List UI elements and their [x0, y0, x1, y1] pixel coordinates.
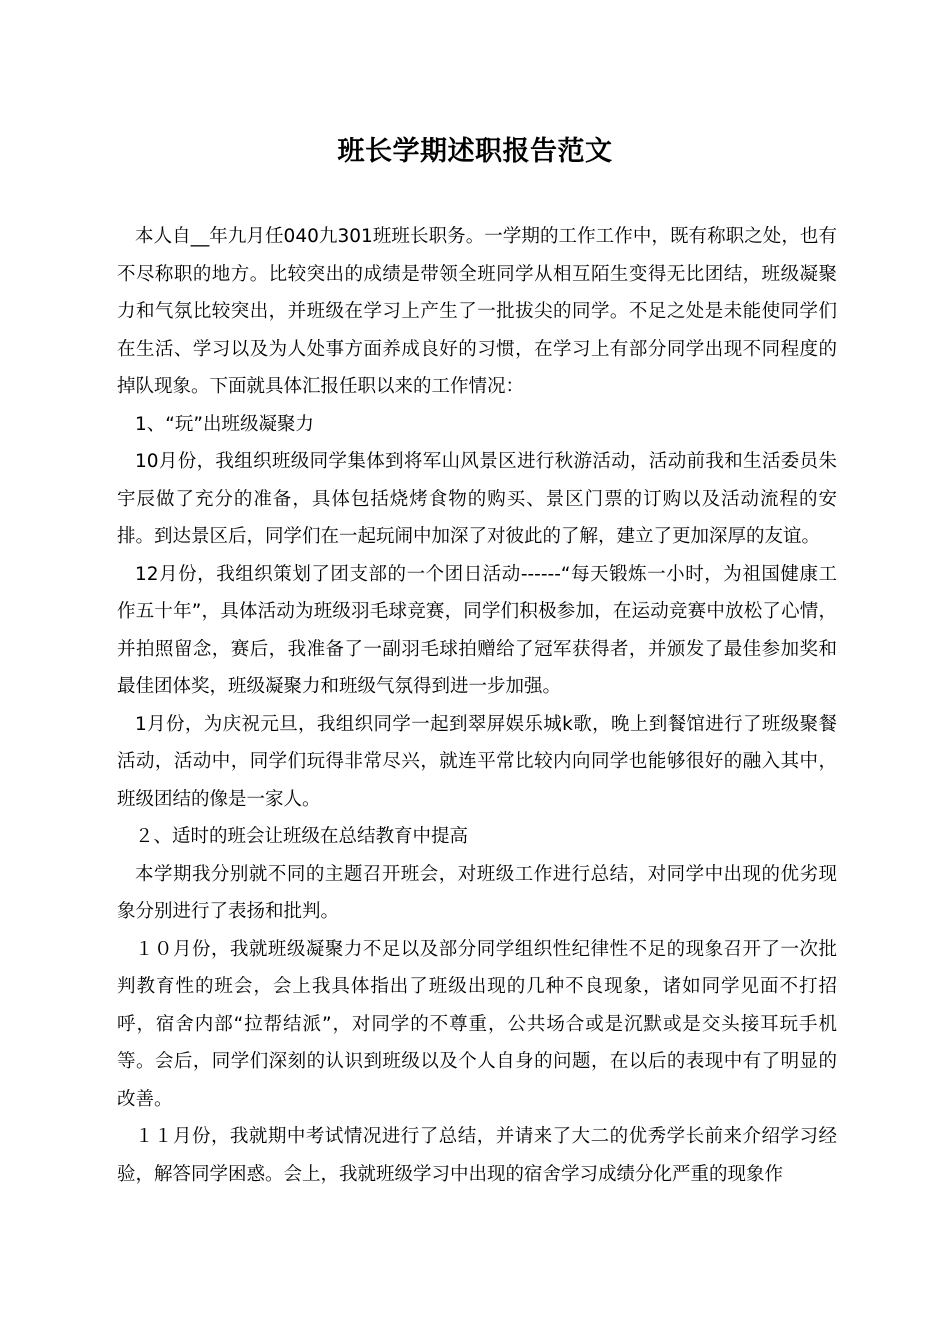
document-title: 班长学期述职报告范文 [337, 136, 613, 167]
document-body [117, 218, 837, 1193]
paragraph-december-event: 12月份，我组织策划了团支部的一个团日活动------“每天锻炼一小时，为祖国健康工作五十年”，具体活动为班级羽毛球竞赛，同学们积极参加，在运动竞赛中放松了心情，并拍照留念，赛后，我准备了一副羽毛球拍赠给了冠军获得者，并颁发了最佳参加奖和最佳团体奖，班级凝聚力和班级气氛得到进一步加强。 [117, 563, 837, 697]
paragraph-october-trip: 10月份，我组织班级同学集体到将军山风景区进行秋游活动，活动前我和生活委员朱宇辰做了充分的准备，具体包括烧烤食物的购买、景区门票的订购以及活动流程的安排。到达景区后，同学们在一起玩闹中加深了对彼此的了解，建立了更加深厚的友谊。 [117, 451, 837, 547]
paragraph-november-meeting: １１月份，我就期中考试情况进行了总结，并请来了大二的优秀学长前来介绍学习经验，解答同学困惑。会上，我就班级学习中出现的宿舍学习成绩分化严重的现象作 [117, 1126, 837, 1185]
section-heading-2: ２、适时的班会让班级在总结教育中提高 [135, 826, 469, 847]
paragraph-january-party: 1月份，为庆祝元旦，我组织同学一起到翠屏娱乐城k歌，晚上到餐馆进行了班级聚餐活动，活动中，同学们玩得非常尽兴，就连平常比较内向同学也能够很好的融入其中，班级团结的像是一家人。 [117, 713, 837, 810]
intro-paragraph: 本人自__年九月任040九301班班长职务。一学期的工作工作中，既有称职之处，也有不尽称职的地方。比较突出的成绩是带领全班同学从相互陌生变得无比团结，班级凝聚力和气氛比较突出，并班级在学习上产生了一批拔尖的同学。不足之处是未能使同学们在生活、学习以及为人处事方面养成良好的习惯，在学习上有部分同学出现不同程度的掉队现象。下面就具体汇报任职以来的工作情况： [117, 226, 837, 397]
section-heading-1: 1、“玩”出班级凝聚力 [135, 413, 314, 435]
paragraph-october-meeting: １０月份，我就班级凝聚力不足以及部分同学组织性纪律性不足的现象召开了一次批判教育性的班会，会上我具体指出了班级出现的几种不良现象，诸如同学见面不打招呼，宿舍内部“拉帮结派”，对同学的不尊重，公共场合或是沉默或是交头接耳玩手机等。会后，同学们深刻的认识到班级以及个人自身的问题，在以后的表现中有了明显的改善。 [117, 938, 837, 1110]
paragraph-class-meetings: 本学期我分别就不同的主题召开班会，对班级工作进行总结，对同学中出现的优劣现象分别进行了表扬和批判。 [117, 863, 837, 922]
